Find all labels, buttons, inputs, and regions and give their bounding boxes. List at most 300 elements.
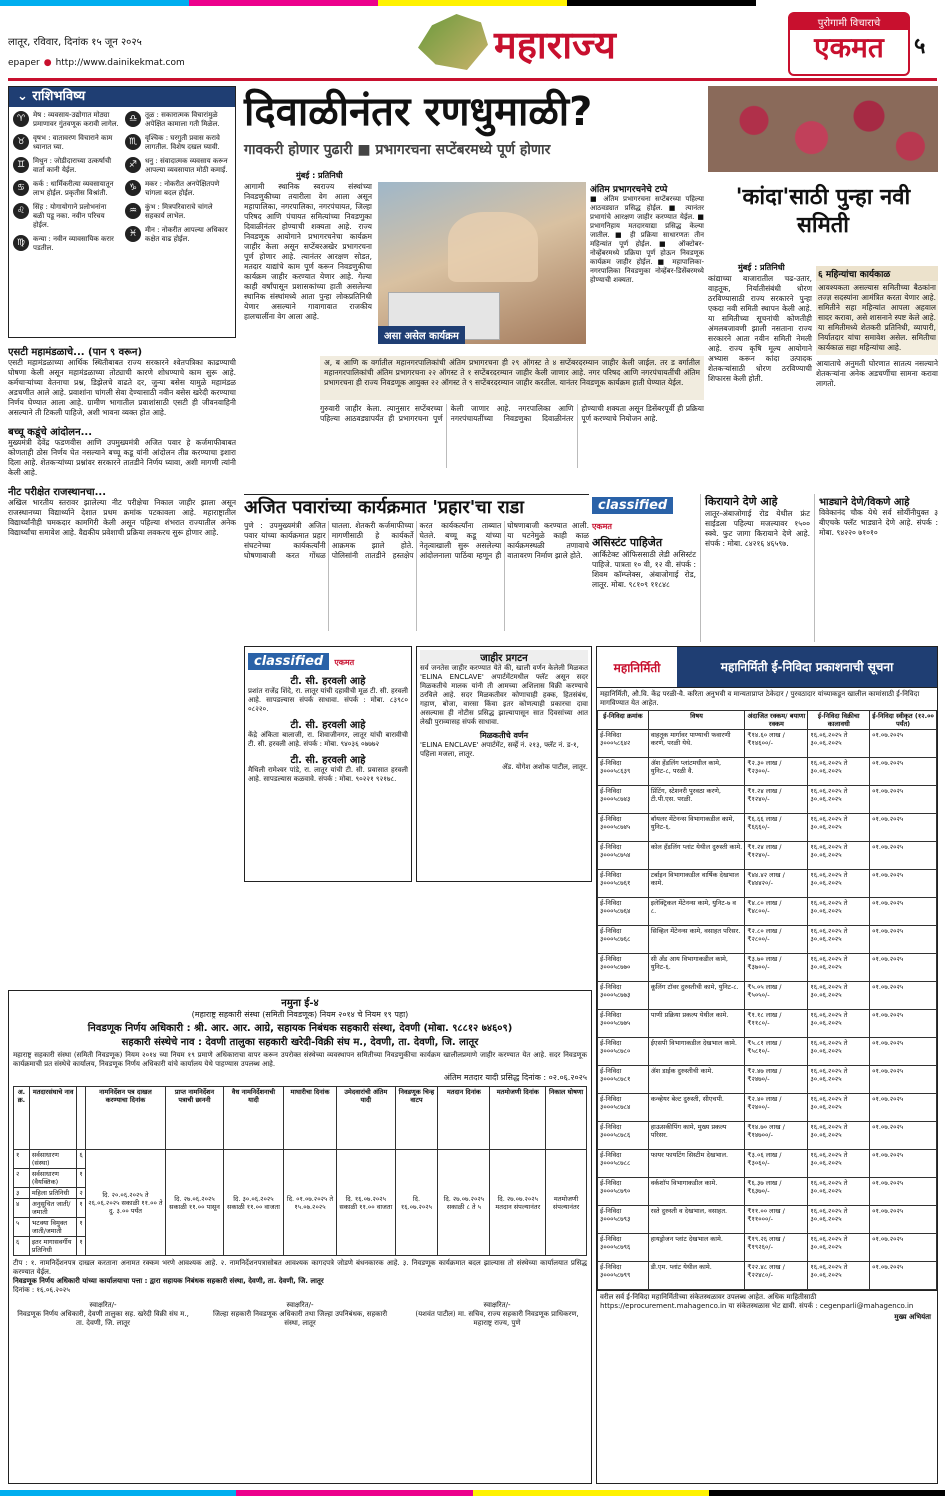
schedule-cell: दि. २७.०७.२०२५ मतदान संपल्यानंतर	[490, 1150, 546, 1256]
tender-cell: ₹२.८० लाख / ₹२८००/-	[745, 926, 808, 954]
tender-cell: ₹४.८० लाख / ₹४८००/-	[745, 898, 808, 926]
zodiac-item	[125, 111, 231, 129]
tender-cell: कोल हँडलिंग प्लांट येथील दुरुस्ती कामे.	[648, 842, 745, 870]
tender-cell: ₹६.३७ लाख / ₹६३७०/-	[745, 1178, 808, 1206]
zodiac-icon: ♊	[13, 157, 29, 173]
epaper-label: epaper	[8, 58, 40, 68]
lead-photo	[378, 182, 586, 344]
lead-headline: दिवाळीनंतर रणधुमाळी?	[244, 89, 593, 135]
election-cell: ६	[14, 1237, 30, 1256]
classified-sale	[814, 494, 938, 642]
zodiac-icon: ♏	[125, 134, 141, 150]
zodiac-icon: ♍	[13, 235, 29, 251]
tender-cell: ०१.०७.२०२५	[870, 1122, 937, 1150]
tender-cell: फायर फायटिंग सिस्टीम देखभाल.	[648, 1150, 745, 1178]
map-graphic	[418, 14, 488, 70]
tc-ad-body: केंद्रे अंकिता बालाजी, रा. शिवाजीनगर, लातूर यांची बारावीची टी. सी. हरवली आहे. संपर्क : मोबा. ९४०३६ ०७७७२	[248, 731, 408, 748]
election-cell: ३	[14, 1188, 30, 1199]
election-cell: ५	[14, 1218, 30, 1237]
epaper-link[interactable]	[8, 58, 185, 68]
notice-schedule-title: मिळकतीचे वर्णन	[479, 731, 529, 740]
tender-cell: ₹२.४० लाख / ₹२४००/-	[745, 1094, 808, 1122]
election-header: मतदान दिनांक	[438, 1087, 490, 1150]
sale-body: विवेकानंद चौक येथे सर्व सोयींनीयुक्त ३ बीएचके फ्लॅट भाड्याने देणे आहे. संपर्क : मोबा. ९४२२० ७१०१०	[819, 508, 938, 537]
election-header: वैध नामनिर्देशनाची यादी	[223, 1087, 283, 1150]
tender-cell: १६.०६.२०२५ ते ३०.०६.२०२५	[808, 1066, 870, 1094]
election-cell: २	[14, 1169, 30, 1188]
tender-header: अंदाजित रक्कम/ बयाणा रक्कम	[745, 711, 808, 730]
tender-cell: १६.०६.२०२५ ते ३०.०६.२०२५	[808, 730, 870, 758]
onion-side-body: आवश्यकता असल्यास समितीच्या बैठकांना तज्ज्ञ सदस्यांना आमंत्रित करता येणार आहे. समितीने सहा महिन्यांत आपला अहवाल सादर करावा, असे शासनाने स्पष्ट केले आहे. या समितीमध्ये शेतकरी प्रतिनिधी, व्यापारी, निर्यातदार यांचा समावेश असेल. समितीचा कार्यकाळ सहा महिन्यांचा आहे.	[816, 281, 938, 355]
mahagenco-sign: मुख्य अभियंता	[894, 1313, 931, 1321]
table-row	[598, 786, 937, 814]
ajit-body: पुणे : उपमुख्यमंत्री अजित पवार यांच्या कार्यक्रमात प्रहार संघटनेच्या कार्यकर्त्यांनी घोषणाबाजी करत गोंधळ घातला. शेतकरी कर्जमाफीच्या मागणीसाठी हे कार्यकर्ते आक्रमक झाले होते. पोलिसांनी तातडीने हस्तक्षेप करत कार्यकर्त्यांना ताब्यात घेतले. बच्चू कडू यांच्या नेतृत्वाखाली सुरू असलेल्या आंदोलनाला पाठिंबा म्हणून ही घोषणाबाजी करण्यात आली. या घटनेमुळे काही काळ कार्यक्रमस्थळी तणावाचे वातावरण निर्माण झाले होते.	[244, 521, 589, 560]
election-cell: महिला प्रतिनिधी	[29, 1188, 77, 1199]
lead-subhead: गावकरी होणार पुढारी ■ प्रभागरचना सप्टेंबरमध्ये पूर्ण होणार	[244, 142, 551, 158]
onion-side-more: आयाताचे अनुमती घोरणात सातत्य नसल्याने शेतकऱ्यांना अनेक अडचणींचा सामना करावा लागतो.	[816, 359, 938, 388]
tender-cell: ₹१४.७० लाख / ₹१४७००/-	[745, 1122, 808, 1150]
election-cell: ४	[14, 1199, 30, 1218]
schedule-cell: दि. २७.०७.२०२५ सकाळी ८ ते ५	[438, 1150, 490, 1256]
classified-rent	[700, 494, 810, 642]
election-cell: १	[77, 1199, 85, 1218]
tender-header: ई-निविदा क्रमांक	[598, 711, 649, 730]
coop-sig2: जिल्हा सहकारी निवडणूक अधिकारी तथा जिल्हा उपनिबंधक, सहकारी संस्था, लातूर	[212, 1310, 388, 1327]
bottom-color-bar	[0, 1490, 945, 1496]
coop-sig1-label: स्वाक्षरित/-	[89, 1301, 117, 1309]
ajit-story	[244, 494, 589, 643]
zodiac-text: कन्या : नवीन व्यावसायिक करार पडतील.	[33, 235, 114, 252]
tender-cell: १६.०६.२०२५ ते ३०.०६.२०२५	[808, 1206, 870, 1234]
tender-cell: ईएसपी विभागाकडील देखभाल कामे.	[648, 1038, 745, 1066]
zodiac-item	[13, 180, 119, 198]
classified-tc	[244, 646, 412, 882]
tender-header: ई-निविदा विक्रीचा कालावधी	[808, 711, 870, 730]
phases-title: अंतिम प्रभागरचनेचे टप्पे	[590, 185, 668, 195]
zodiac-text: वृश्चिक : घरगुती प्रवास करावे लागतील. विशेष दखल घ्यावी.	[145, 134, 220, 151]
tender-cell: १६.०६.२०२५ ते ३०.०६.२०२५	[808, 1178, 870, 1206]
tender-cell: डी.एम. प्लांट येथील कामे.	[648, 1262, 745, 1290]
classified-assistant	[592, 494, 696, 642]
tender-cell: सी अँड आय विभागाकडील कामे, युनिट-६.	[648, 954, 745, 982]
zodiac-item	[13, 203, 119, 230]
st-headline: एसटी महामंडळाचे... (पान ९ वरून)	[8, 347, 143, 358]
tender-cell: ०१.०७.२०२५	[870, 982, 937, 1010]
schedule-cell: दि. २०.०६.२०२५ ते २६.०६.२०२५ सकाळी ११.०० ते दु. ३.०० पर्यंत	[85, 1150, 165, 1256]
tender-cell: ०१.०७.२०२५	[870, 842, 937, 870]
coop-date-line: अंतिम मतदार यादी प्रसिद्ध दिनांक : ०२.०६.२०२५	[443, 1073, 587, 1082]
tender-cell: ₹५.०५ लाख / ₹५०५०/-	[745, 982, 808, 1010]
tender-cell: सिव्हिल मेंटेनन्स कामे, वसाहत परिसर.	[648, 926, 745, 954]
tender-cell: ई-निविदा ३०००५८७६१	[598, 870, 649, 898]
tender-cell: ई-निविदा ३०००५८७८४	[598, 1094, 649, 1122]
tender-cell: १६.०६.२०२५ ते ३०.०६.२०२५	[808, 758, 870, 786]
masthead-rule	[8, 78, 937, 81]
lead-story	[244, 86, 704, 470]
schedule-cell: मतमोजणी संपल्यानंतर	[546, 1150, 587, 1256]
tc-ad-body: प्रशांत राजेंद्र शिंदे, रा. लातूर यांची दहावीची मूळ टी. सी. हरवली आहे. सापडल्यास संपर्क साधावा. संपर्क : मोबा. ८३९८० ०८२२०.	[248, 687, 408, 713]
notice-schedule: 'ELINA ENCLAVE' अपार्टमेंट, सर्व्हे नं. २१३, फ्लॅट नं. ड-१, पहिला मजला, लातूर.	[420, 741, 579, 758]
tender-cell: ई-निविदा ३०००५८६४२	[598, 730, 649, 758]
tender-cell: ०१.०७.२०२५	[870, 1094, 937, 1122]
table-row	[598, 926, 937, 954]
tender-cell: ₹५.८१ लाख / ₹५८१०/-	[745, 1038, 808, 1066]
classified-tag-brand-2: एकमत	[334, 658, 355, 667]
table-row	[598, 1066, 937, 1094]
tender-cell: ई-निविदा ३०००५८७४५	[598, 814, 649, 842]
zodiac-text: मिथुन : जोडीदाराच्या उत्कर्षाची वार्ता कानी येईल.	[33, 157, 112, 174]
zodiac-item	[13, 235, 119, 253]
tender-cell: ई-निविदा ३०००५८६३९	[598, 758, 649, 786]
tc-ad-body: मैथिली रामेश्वर पांडे, रा. लातूर यांची टी. सी. प्रवासात हरवली आहे. सापडल्यास कळवावे. संपर्क : मोबा. ९०२२१ ९२१७८.	[248, 766, 408, 783]
hand-graphic	[448, 212, 538, 282]
coop-form: नमुना ई-४	[281, 998, 319, 1009]
tender-cell: कूलिंग टॉवर दुरुस्तीची कामे, युनिट-८.	[648, 982, 745, 1010]
website-url: http://www.dainikekmat.com	[55, 58, 185, 68]
assistant-title: असिस्टंट पाहिजेत	[592, 536, 663, 549]
election-cell: इतर मागासवर्गीय प्रतिनिधी	[29, 1237, 77, 1256]
coop-sig2-label: स्वाक्षरित/-	[286, 1301, 314, 1309]
mahagenco-footer: वरील सर्व ई-निविदा महानिर्मितीच्या संकेतस्थळावर उपलब्ध आहेत. अधिक माहितीसाठी https://eprocurement.mahagenco.in या संकेतस्थळास भेट द्यावी. संपर्क : cegenparli@mahagenco.in	[597, 1290, 937, 1313]
tender-cell: ई-निविदा ३०००५८७७०	[598, 954, 649, 982]
lead-caption: असा असेल कार्यक्रम	[378, 326, 465, 344]
election-cell: १	[77, 1237, 85, 1256]
zodiac-icon: ♈	[13, 111, 29, 127]
schedule-cell: दि. २७.०६.२०२५ सकाळी ११.०० पासून	[166, 1150, 224, 1256]
table-row	[598, 1206, 937, 1234]
tender-cell: १६.०६.२०२५ ते ३०.०६.२०२५	[808, 1234, 870, 1262]
table-row	[598, 1178, 937, 1206]
election-cell: २	[77, 1188, 85, 1199]
table-row	[598, 1262, 937, 1290]
tc-ad-title: टी. सी. हरवली आहे	[290, 755, 366, 766]
tender-cell: हायड्रोजन प्लांट देखभाल कामे.	[648, 1234, 745, 1262]
coop-body: महाराष्ट्र सहकारी संस्था (समिती निवडणूक) नियम २०१४ च्या नियम १९ प्रमाणे अधिकाराचा वापर करून उपरोक्त संस्थेच्या व्यवस्थापन समितीच्या निवडणुकीचा कार्यक्रम खालीलप्रमाणे जाहीर करण्यात येत आहे. सदर निवडणूक कार्यक्रमाची प्रत संस्थेचे कार्यालय, निवडणूक निर्णय अधिकारी यांचे कार्यालय येथे पाहण्यास उपलब्ध आहे.	[13, 1051, 587, 1068]
horoscope-box	[8, 86, 236, 338]
neet-headline: नीट परीक्षेत राजस्थानचा...	[8, 487, 107, 498]
table-row	[14, 1150, 587, 1169]
tender-cell: ०१.०७.२०२५	[870, 1234, 937, 1262]
table-row	[598, 730, 937, 758]
tender-header: ई-निविदा स्वीकृत (१२.०० पर्यंत)	[870, 711, 937, 730]
election-cell: १	[77, 1169, 85, 1188]
tender-cell: ई-निविदा ३०००५८७६८	[598, 926, 649, 954]
dateline: लातूर, रविवार, दिनांक १५ जून २०२५	[8, 37, 142, 48]
coop-sig1: निवडणूक निर्णय अधिकारी, देवणी तालुका सह. खरेदी विक्री संघ म., ता. देवणी, जि. लातूर	[17, 1310, 189, 1327]
election-header: निवडणूक चिन्ह वाटप	[395, 1087, 438, 1150]
tender-cell: १६.०६.२०२५ ते ३०.०६.२०२५	[808, 786, 870, 814]
tender-cell: ₹१.२४ लाख / ₹१२४०/-	[745, 786, 808, 814]
bacchu-body: मुख्यमंत्री देवेंद्र फडणवीस आणि उपमुख्यमंत्री अजित पवार हे कर्जमाफीबाबत कोणताही ठोस निर्णय घेत नसल्याने बच्चू कडू यांनी आंदोलन तीव्र करण्याचा इशारा दिला आहे. शेतकऱ्यांच्या प्रश्नांवर सरकारने तातडीने निर्णय घ्यावा, अशी मागणी त्यांनी केली आहे.	[8, 438, 236, 477]
zodiac-icon: ♑	[125, 180, 141, 196]
tender-cell: ₹४४.४२ लाख / ₹४४४२०/-	[745, 870, 808, 898]
table-row	[598, 1010, 937, 1038]
mahagenco-intro: महानिर्मिती, औ.वि. केंद्र परळी-वै. करिता अनुभवी व मान्यताप्राप्त ठेकेदार / पुरवठादार यांच्याकडून खालील कामांसाठी ई-निविदा मागविण्यात येत आहेत.	[600, 690, 920, 707]
table-row	[598, 758, 937, 786]
chevron-down-icon: ⌄	[17, 89, 33, 104]
schedule-cell: दि. १६.०७.२०२५ सकाळी ११.०० वाजता	[337, 1150, 396, 1256]
lead-dateline: मुंबई : प्रतिनिधी	[296, 171, 343, 180]
brand-tagline: पुरोगामी विचाराचे	[790, 14, 908, 30]
tender-cell: १६.०६.२०२५ ते ३०.०६.२०२५	[808, 1150, 870, 1178]
tender-cell: इलेक्ट्रिकल मेंटेनन्स कामे, युनिट-७ व ८.	[648, 898, 745, 926]
tender-cell: ₹१.१८ लाख / ₹११८०/-	[745, 1010, 808, 1038]
tender-cell: ०१.०७.२०२५	[870, 898, 937, 926]
onion-side-title: ६ महिन्यांचा कार्यकाळ	[816, 266, 938, 281]
rent-title: किरायाने देणे आहे	[705, 495, 778, 508]
lead-more: गुरुवारी जाहीर केला. त्यानुसार सप्टेंबरच्या पहिल्या आठवड्यापर्यंत ही प्रभागरचना पूर्ण केली जाणार आहे. नगरपालिका आणि नगरपंचायतींच्या निवडणुका दिवाळीनंतर होण्याची शक्यता असून डिसेंबरपूर्वी ही प्रक्रिया पूर्ण करण्याचे नियोजन आहे.	[320, 404, 704, 423]
tender-cell: ०१.०७.२०२५	[870, 1038, 937, 1066]
tender-cell: ॲश डाईक दुरुस्तीची कामे.	[648, 1066, 745, 1094]
zodiac-item	[13, 157, 119, 175]
zodiac-item	[125, 203, 231, 221]
onion-photo	[708, 86, 938, 172]
brand-name: एकमत	[814, 31, 884, 64]
election-cell: अनुसूचित जाती/जमाती	[29, 1199, 77, 1218]
tc-ad-list	[248, 673, 408, 784]
tender-cell: १६.०६.२०२५ ते ३०.०६.२०२५	[808, 842, 870, 870]
election-cell: १	[14, 1150, 30, 1169]
election-cell: भटक्या विमुक्त जाती/जमाती	[29, 1218, 77, 1237]
tender-cell: पाणी प्रक्रिया प्रकल्प येथील कामे.	[648, 1010, 745, 1038]
onion-story	[708, 86, 938, 488]
coop-sig3: (यशवंत पाटील) मा. सचिव, राज्य सहकारी निवडणूक प्राधिकरण, महाराष्ट्र राज्य, पुणे	[415, 1310, 579, 1327]
tender-cell: कन्व्हेयर बेल्ट दुरुस्ती, सीएचपी.	[648, 1094, 745, 1122]
tender-cell: ₹६.६६ लाख / ₹६६६०/-	[745, 814, 808, 842]
tender-cell: ०१.०७.२०२५	[870, 870, 937, 898]
brand-box	[788, 12, 910, 76]
tender-cell: प्रिंटिंग, स्टेशनरी पुरवठा करणे, टी.पी.एस. परळी.	[648, 786, 745, 814]
globe-icon: ●	[43, 58, 52, 68]
phases-text: ■ अंतिम प्रभागरचना सप्टेंबरच्या पहिल्या आठवड्यात प्रसिद्ध होईल. ■ त्यानंतर प्रभागांचे आरक्षण जाहीर करण्यात येईल. ■ प्रभागनिहाय मतदारयाद्या प्रसिद्ध केल्या जातील. ■ ही प्रक्रिया साधारणतः तीन महिन्यांत पूर्ण होईल. ■ ऑक्टोबर-नोव्हेंबरमध्ये प्रक्रिया पूर्ण होऊन निवडणूक कार्यक्रम जाहीर होईल. ■ महापालिका-नगरपालिका निवडणुका नोव्हेंबर-डिसेंबरमध्ये होण्याची शक्यता.	[590, 195, 704, 284]
tender-cell: ई-निविदा ३०००५८७५४	[598, 842, 649, 870]
tender-cell: १६.०६.२०२५ ते ३०.०६.२०२५	[808, 926, 870, 954]
table-row	[598, 814, 937, 842]
election-header: अ. क्र.	[14, 1087, 30, 1150]
table-row	[598, 898, 937, 926]
mahagenco-box	[596, 646, 938, 1484]
zodiac-icon: ♎	[125, 111, 141, 127]
zodiac-item	[13, 134, 119, 152]
public-notice	[416, 646, 592, 882]
tender-cell: ₹३.०६ लाख / ₹३०६०/-	[745, 1150, 808, 1178]
tender-cell: १६.०६.२०२५ ते ३०.०६.२०२५	[808, 1010, 870, 1038]
bacchu-headline: बच्चू कडूंचे आंदोलन...	[8, 427, 93, 438]
print-color-bar	[0, 0, 945, 6]
schedule-cell: दि. ३०.०६.२०२५ सकाळी ११.०० वाजता	[223, 1150, 283, 1256]
onion-dateline: मुंबई : प्रतिनिधी	[738, 263, 785, 272]
tender-cell: ०१.०७.२०२५	[870, 1262, 937, 1290]
ajit-headline: अजित पवारांच्या कार्यक्रमात 'प्रहार'चा राडा	[244, 497, 524, 518]
tender-cell: १६.०६.२०२५ ते ३०.०६.२०२५	[808, 1262, 870, 1290]
onion-headline: 'कांदा'साठी पुन्हा नवी समिती	[735, 185, 911, 238]
notice-body: सर्व जनतेस जाहीर करण्यात येते की, खाली वर्णन केलेली मिळकत 'ELINA ENCLAVE' अपार्टमेंटमधील फ्लॅट असून सदर मिळकतीचे मालक यांनी ती आमच्या अशिलास विक्री करण्याचे ठरविले आहे. सदर मिळकतीवर कोणाचाही हक्क, हितसंबंध, गहाण, बोजा, वारसा किंवा इतर कोणत्याही प्रकारचा दावा असल्यास ही नोटीस प्रसिद्ध झाल्यापासून सात दिवसांच्या आत लेखी पुराव्यासह संपर्क साधावा.	[420, 664, 588, 726]
zodiac-text: सिंह : योगायोगाने प्रलोभनांना बळी पडू नका. नवीन परिचय होईल.	[33, 203, 107, 229]
tender-cell: १६.०६.२०२५ ते ३०.०६.२०२५	[808, 954, 870, 982]
tender-cell: ई-निविदा ३०००५८७४३	[598, 786, 649, 814]
lead-body: आगामी स्थानिक स्वराज्य संस्थांच्या निवडणुकीच्या तयारीला वेग आला असून महापालिका, नगरपालिका, नगरपंचायत, जिल्हा परिषद आणि पंचायत समित्यांच्या निवडणुका दिवाळीनंतर होण्याची शक्यता आहे. राज्य निवडणूक आयोगाने प्रभागरचनेचा कार्यक्रम जाहीर केला असून सप्टेंबरअखेर प्रभागरचना पूर्ण होणार आहे. त्यानंतर आरक्षण सोडत, मतदार याद्यांचे काम पूर्ण करून निवडणुकीचा कार्यक्रम जाहीर करण्यात येणार आहे. गेल्या काही वर्षांपासून प्रशासकांच्या हाती असलेल्या स्थानिक संस्थांमध्ये आता पुन्हा लोकप्रतिनिधी येणार असल्याने गावागावात राजकीय हालचालींना वेग आला आहे.	[244, 182, 372, 321]
phases-box	[590, 182, 704, 352]
coop-society: सहकारी संस्थेचे नाव : देवणी तालुका सहकारी खरेदी-विक्री संघ म., देवणी, ता. देवणी, जि. लातूर	[121, 1037, 479, 1048]
tender-cell: ०१.०७.२०२५	[870, 758, 937, 786]
election-header: उमेदवारांची अंतिम यादी	[337, 1087, 396, 1150]
schedule-cell: दि. १६.०७.२०२५	[395, 1150, 438, 1256]
classified-tag-brand: एकमत	[592, 522, 612, 531]
zodiac-icon: ♒	[125, 203, 141, 219]
mahagenco-logo: महानिर्मिती	[613, 660, 661, 675]
tender-cell: १६.०६.२०२५ ते ३०.०६.२०२५	[808, 1094, 870, 1122]
tender-cell: १६.०६.२०२५ ते ३०.०६.२०२५	[808, 870, 870, 898]
zodiac-text: तूळ : सकारात्मक विचारांमुळे अपेक्षित कामाला गती मिळेल.	[145, 111, 220, 128]
election-cell: सर्वसाधारण (वैयक्तिक)	[29, 1169, 77, 1188]
tender-cell: ०१.०७.२०२५	[870, 814, 937, 842]
tender-cell: १६.०६.२०२५ ते ३०.०६.२०२५	[808, 898, 870, 926]
election-cell: ६	[77, 1150, 85, 1169]
zodiac-icon: ♋	[13, 180, 29, 196]
zodiac-text: धनु : संवादात्मक व्यवसाय करून आपल्या व्यवसायात मोठी कमाई.	[145, 157, 228, 174]
assistant-body: आर्किटेक्ट ऑफिससाठी लेडी असिस्टंट पाहिजे. पात्रता १० वी, १२ वी. संपर्क : शिवम कॉम्प्लेक्स, अंबाजोगाई रोड, लातूर. मोबा. ९८१०९ ११८४८	[592, 550, 696, 589]
horoscope-left-col	[13, 111, 119, 258]
classified-tag: classified	[592, 497, 673, 514]
tender-cell: ई-निविदा ३०००५८७८८	[598, 1150, 649, 1178]
zodiac-icon: ♉	[13, 134, 29, 150]
tender-cell: ई-निविदा ३०००५८७६४	[598, 898, 649, 926]
tender-cell: १६.०६.२०२५ ते ३०.०६.२०२५	[808, 982, 870, 1010]
tender-cell: ₹३.७० लाख / ₹३७००/-	[745, 954, 808, 982]
tender-cell: ई-निविदा ३०००५८७७३	[598, 982, 649, 1010]
zodiac-icon: ♌	[13, 203, 29, 219]
election-header: नामनिर्देशन पत्र दाखल करण्याचा दिनांक	[85, 1087, 165, 1150]
tender-cell: १६.०६.२०२५ ते ३०.०६.२०२५	[808, 1038, 870, 1066]
tender-cell: ₹२.४७ लाख / ₹२४७०/-	[745, 1066, 808, 1094]
classified-tag-2: classified	[248, 653, 329, 670]
table-row	[598, 842, 937, 870]
zodiac-text: मेष : व्यवसाय-उद्योगात मोठ्या प्रमाणावर गुंतवणूक करावी लागेल.	[33, 111, 119, 128]
section-title: महाराज्य	[494, 23, 616, 67]
notice-sign: ॲड. योगेश अशोक पाटील, लातूर.	[502, 763, 588, 771]
election-header: मतमोजणी दिनांक	[490, 1087, 546, 1150]
zodiac-item	[125, 134, 231, 152]
tender-cell: १६.०६.२०२५ ते ३०.०६.२०२५	[808, 1122, 870, 1150]
tender-cell: टर्बाइन विभागाकडील वार्षिक देखभाल कामे.	[648, 870, 745, 898]
horoscope-right-col	[125, 111, 231, 258]
election-cell: १	[77, 1218, 85, 1237]
table-row	[598, 1234, 937, 1262]
zodiac-icon: ♓	[125, 226, 141, 242]
tender-cell: ई-निविदा ३०००५८७९९	[598, 1262, 649, 1290]
coop-note2: निवडणूक निर्णय अधिकारी यांच्या कार्यालयाचा पत्ता : द्वारा सहायक निबंधक सहकारी संस्था, देवणी, ता. देवणी, जि. लातूर	[13, 1277, 324, 1285]
zodiac-item	[125, 226, 231, 244]
election-cell: सर्वसाधारण (संस्था)	[29, 1150, 77, 1169]
coop-officer: निवडणूक निर्णय अधिकारी : श्री. आर. आर. आग्रे, सहायक निबंधक सहकारी संस्था, देवणी (मोबा. ९८८१२ ७४६०९)	[87, 1023, 513, 1034]
tender-cell: ०१.०७.२०२५	[870, 1150, 937, 1178]
zodiac-item	[125, 157, 231, 175]
coop-sig3-label: स्वाक्षरित/-	[483, 1301, 511, 1309]
schedule-cell: दि. ०१.०७.२०२५ ते १५.०७.२०२५	[284, 1150, 337, 1256]
tender-cell: ₹१४.६० लाख / ₹१४६००/-	[745, 730, 808, 758]
tender-cell: ई-निविदा ३०००५८७८०	[598, 1038, 649, 1066]
mahagenco-title: महानिर्मिती ई-निविदा प्रकाशनाची सूचना	[677, 647, 937, 687]
zodiac-text: मकर : नोकरीत अनपेक्षितपणे चांगला बदल होईल.	[145, 180, 220, 197]
election-header: प्राप्त नामनिर्देशन पत्राची छाननी	[166, 1087, 224, 1150]
tender-cell: ॲश हँडलिंग प्लांटमधील कामे, युनिट-८, परळी वै.	[648, 758, 745, 786]
tender-cell: ०१.०७.२०२५	[870, 1010, 937, 1038]
zodiac-text: मीन : नोकरीत आपल्या अधिकार कक्षेत वाढ होईल.	[145, 226, 228, 243]
tender-cell: ०१.०७.२०२५	[870, 730, 937, 758]
st-body: एसटी महामंडळाच्या आर्थिक स्थितीबाबत राज्य सरकारने श्वेतपत्रिका काढण्याची घोषणा केली असून महामंडळाच्या तोट्याची कारणे शोधण्याचे काम सुरू आहे. कर्मचाऱ्यांच्या वेतनाचा प्रश्न, डिझेलचे वाढते दर, जुन्या बसेस यामुळे महामंडळ अडचणीत आले आहे. प्रवाशांना चांगली सेवा देण्यासाठी नवीन बसेस खरेदी करण्याचा निर्णय घेण्यात आला आहे. ग्रामीण भागातील प्रवाशांसाठी एसटी ही जीवनवाहिनी असल्याने ती टिकली पाहिजे, अशी भावना व्यक्त होत आहे.	[8, 358, 236, 417]
rent-body: लातूर-अंबाजोगाई रोड येथील फ्रंट साईडला पहिल्या मजल्यावर १५०० स्क्वे. फुट जागा किरायाने देणे आहे. संपर्क : मोबा. ८४२१६ ४६५९७.	[705, 509, 810, 548]
tender-cell: ₹११.०० लाख / ₹११०००/-	[745, 1206, 808, 1234]
table-row	[598, 1150, 937, 1178]
masthead	[8, 10, 938, 76]
table-row	[598, 954, 937, 982]
tender-cell: ०१.०७.२०२५	[870, 1066, 937, 1094]
tender-cell: १६.०६.२०२५ ते ३०.०६.२०२५	[808, 814, 870, 842]
table-row	[598, 982, 937, 1010]
tender-cell: ई-निविदा ३०००५८७७५	[598, 1010, 649, 1038]
neet-body: अखिल भारतीय स्तरावर झालेल्या नीट परीक्षेचा निकाल जाहीर झाला असून राजस्थानच्या विद्यार्थ्याने देशात प्रथम क्रमांक पटकावला आहे. महाराष्ट्रातील विद्यार्थ्यांनीही चमकदार कामगिरी केली असून पहिल्या शंभरात राज्यातील अनेक विद्यार्थ्यांचा समावेश आहे. वैद्यकीय प्रवेशाची प्रक्रिया लवकरच सुरू होणार आहे.	[8, 498, 236, 537]
tender-cell: रस्ते दुरुस्ती व देखभाल, वसाहत.	[648, 1206, 745, 1234]
tender-cell: ई-निविदा ३०००५८७९३	[598, 1206, 649, 1234]
tender-cell: बॉयलर मेंटेनन्स विभागाकडील कामे, युनिट-६.	[648, 814, 745, 842]
zodiac-item	[13, 111, 119, 129]
election-table	[13, 1086, 587, 1256]
table-row	[598, 1094, 937, 1122]
tender-cell: ₹१९.२६ लाख / ₹१९२६०/-	[745, 1234, 808, 1262]
election-header	[77, 1087, 85, 1150]
zodiac-text: कुंभ : मित्रपरिवाराचे चांगले सहकार्य लाभेल.	[145, 203, 213, 220]
tender-cell: ई-निविदा ३०००५८७९०	[598, 1178, 649, 1206]
tc-ad-title: टी. सी. हरवली आहे	[290, 676, 366, 687]
lead-box-text: अ, ब आणि क वर्गातील महानगरपालिकांची अंतिम प्रभागरचना ही २९ ऑगस्ट ते ४ सप्टेंबरदरम्यान जाहीर केली जाईल. तर ड वर्गातील महानगरपालिकांची अंतिम प्रभागरचना २२ ऑगस्ट ते १ सप्टेंबरदरम्यान जाहीर केली जाणार आहे. नगर परिषद आणि नगरपंचायतींची अंतिम प्रभागरचना ही राज्य निवडणूक आयुक्त २२ ऑगस्ट ते ९ सप्टेंबरदरम्यान जाहीर करतील. यानंतर निवडणूक कार्यक्रम हाती घेण्यात येईल.	[320, 356, 704, 400]
coop-note: टीप : १. नामनिर्देशनपत्र दाखल करताना अनामत रक्कम भरणे आवश्यक आहे. २. नामनिर्देशनपत्रासोबत आवश्यक कागदपत्रे जोडणे बंधनकारक आहे. ३. निवडणूक कार्यक्रमात बदल झाल्यास तो संस्थेच्या कार्यालयात प्रसिद्ध करण्यात येईल.	[13, 1259, 587, 1276]
tc-ad-title: टी. सी. हरवली आहे	[290, 720, 366, 731]
page-number: ५	[914, 34, 926, 59]
table-row	[598, 1122, 937, 1150]
notice-title: जाहीर प्रगटन	[420, 650, 588, 664]
zodiac-text: वृषभ : वातावरण विचाराने काम ध्यानात घ्या.	[33, 134, 113, 151]
coop-notice	[8, 990, 592, 1484]
tender-cell: ०१.०७.२०२५	[870, 786, 937, 814]
sale-title: भाड्याने देणे/विकणे आहे	[819, 497, 910, 508]
tender-cell: ०१.०७.२०२५	[870, 954, 937, 982]
tender-cell: ₹२२.४८ लाख / ₹२२४८०/-	[745, 1262, 808, 1290]
election-header: मतदारसंघाचे नाव	[29, 1087, 77, 1150]
coop-rule: (महाराष्ट्र सहकारी संस्था (समिती निवडणूक) नियम २०१४ चे नियम १९ पहा)	[191, 1010, 409, 1019]
horoscope-title: राशिभविष्य	[32, 89, 86, 104]
onion-side	[816, 266, 938, 389]
tender-cell: ₹२.३० लाख / ₹२३००/-	[745, 758, 808, 786]
zodiac-text: कर्क : धार्मिकरीत्या व्यवसायातून लाभ होईल. प्रकृतीस विश्रांती.	[33, 180, 114, 197]
tender-cell: ०१.०७.२०२५	[870, 1178, 937, 1206]
coop-signatures	[13, 1301, 587, 1328]
table-row	[598, 870, 937, 898]
tender-cell: हाऊसकीपिंग कामे, मुख्य प्रकल्प परिसर.	[648, 1122, 745, 1150]
tender-cell: वर्कशॉप विभागाकडील कामे.	[648, 1178, 745, 1206]
tender-cell: ई-निविदा ३०००५८७८१	[598, 1066, 649, 1094]
election-header: माघारीचा दिनांक	[284, 1087, 337, 1150]
tender-cell: ई-निविदा ३०००५८७८६	[598, 1122, 649, 1150]
election-header: निकाल घोषणा	[546, 1087, 587, 1150]
tender-cell: वाहतूक मार्गावर पाण्याची फवारणी करणे, परळी येथे.	[648, 730, 745, 758]
tender-cell: ०१.०७.२०२५	[870, 1206, 937, 1234]
table-row	[598, 1038, 937, 1066]
tender-cell: ई-निविदा ३०००५८७९६	[598, 1234, 649, 1262]
tender-table	[597, 710, 937, 1290]
tender-cell: ₹१.२४ लाख / ₹१२४०/-	[745, 842, 808, 870]
zodiac-icon: ♐	[125, 157, 141, 173]
onion-body: कांद्याच्या बाजारातील चढ-उतार, वाहतूक, निर्यातीसंबंधी धोरण ठरविण्यासाठी राज्य सरकारने पुन्हा एकदा नवी समिती स्थापन केली आहे. या समितीच्या सूचनांची कोणतीही अंमलबजावणी झाली नसताना राज्य सरकारने आता नवीन समिती नेमली आहे. राज्य कृषि मूल्य आयोगाने अभ्यास करून कांदा उत्पादक शेतकऱ्यांसाठी धोरण ठरविण्याची शिफारस केली होती.	[708, 274, 812, 383]
